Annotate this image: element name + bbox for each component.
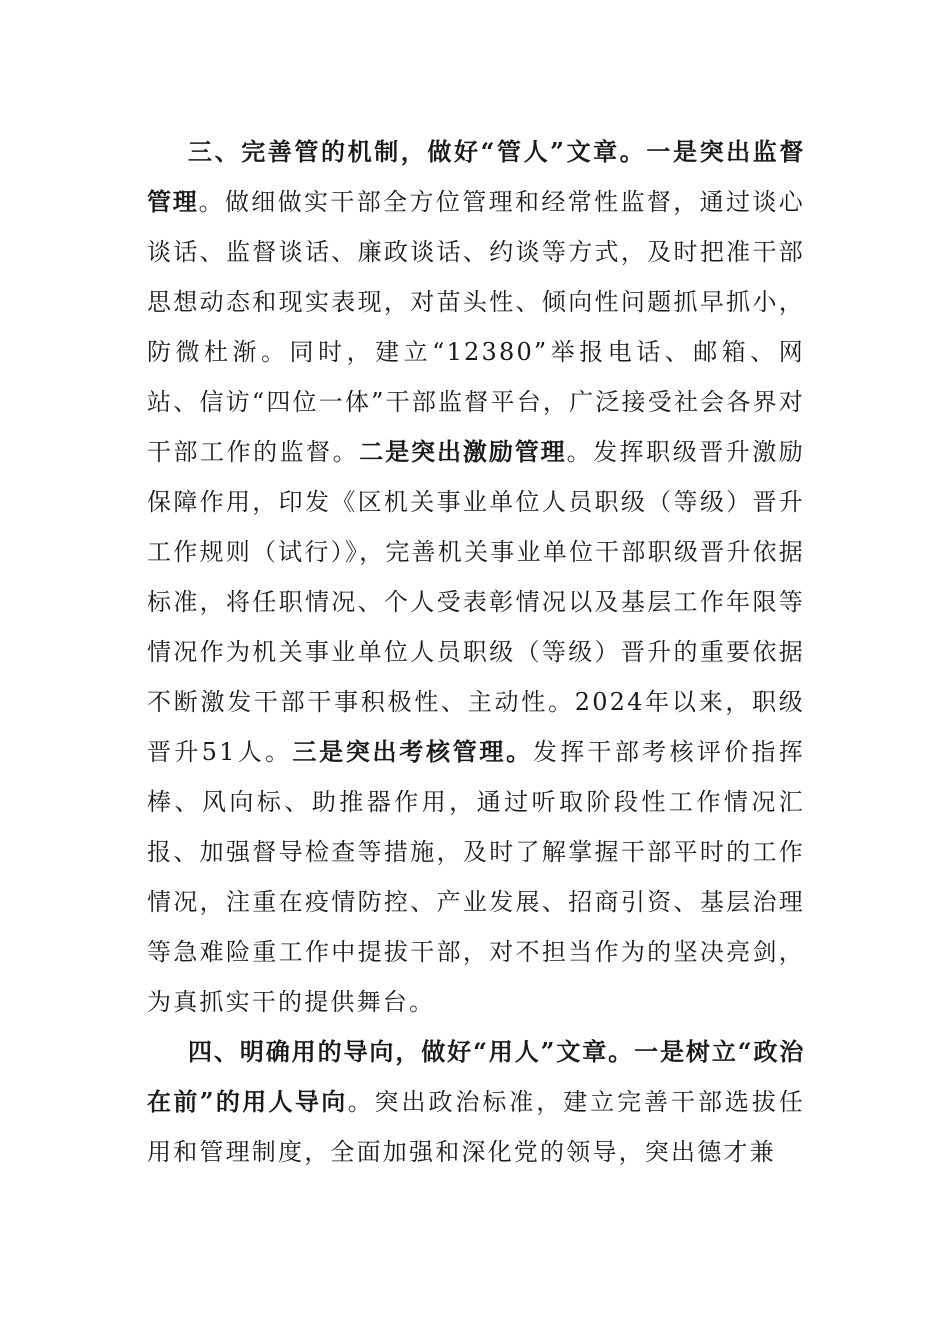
point-2-heading: 二是突出激励管理 [359,437,567,466]
point-3-heading: 三是突出考核管理。 [292,737,533,766]
point-1-body: 。做细做实干部全方位管理和经常性监督，通过谈心谈话、监督谈话、廉政谈话、约谈等方式，及时把准干部思想动态和现实表现，对苗头性、倾向性问题抓早抓小，防微杜渐。同时，建立“12380”举报电话、邮箱、网站、信访“四位一体”干部监督平台，广泛接受社会各界对干部工作的监督。 [147,188,805,466]
paragraph-section-3 [147,127,805,1027]
point-3-body: 发挥干部考核评价指挥棒、风向标、助推器作用，通过听取阶段性工作情况汇报、加强督导检查等措施，及时了解掌握干部平时的工作情况，注重在疫情防控、产业发展、招商引资、基层治理等急难险重工作中提拔干部，对不担当作为的坚决亮剑，为真抓实干的提供舞台。 [147,738,805,1016]
section-3-heading: 三、完善管的机制，做好“管人”文章。 [188,137,647,166]
point-2-body: 。发挥职级晋升激励保障作用，印发《区机关事业单位人员职级（等级）晋升工作规则（试行）》，完善机关事业单位干部职级晋升依据标准，将任职情况、个人受表彰情况以及基层工作年限等情况作为机关事业单位人员职级（等级）晋升的重要依据不断激发干部干事积极性、主动性。2024年以来，职级晋升51人。 [147,438,805,766]
paragraph-section-4 [147,1027,805,1177]
section-4-point-1-heading: 一是树立“政治在前”的用人导向 [147,1037,805,1116]
document-page [147,127,805,1177]
section-4-heading: 四、明确用的导向，做好“用人”文章。 [188,1037,635,1066]
point-1-heading: 一是突出监督管理 [147,137,805,216]
section-4-point-1-body: 。突出政治标准，建立完善干部选拔任用和管理制度，全面加强和深化党的领导，突出德才兼 [147,1088,805,1166]
